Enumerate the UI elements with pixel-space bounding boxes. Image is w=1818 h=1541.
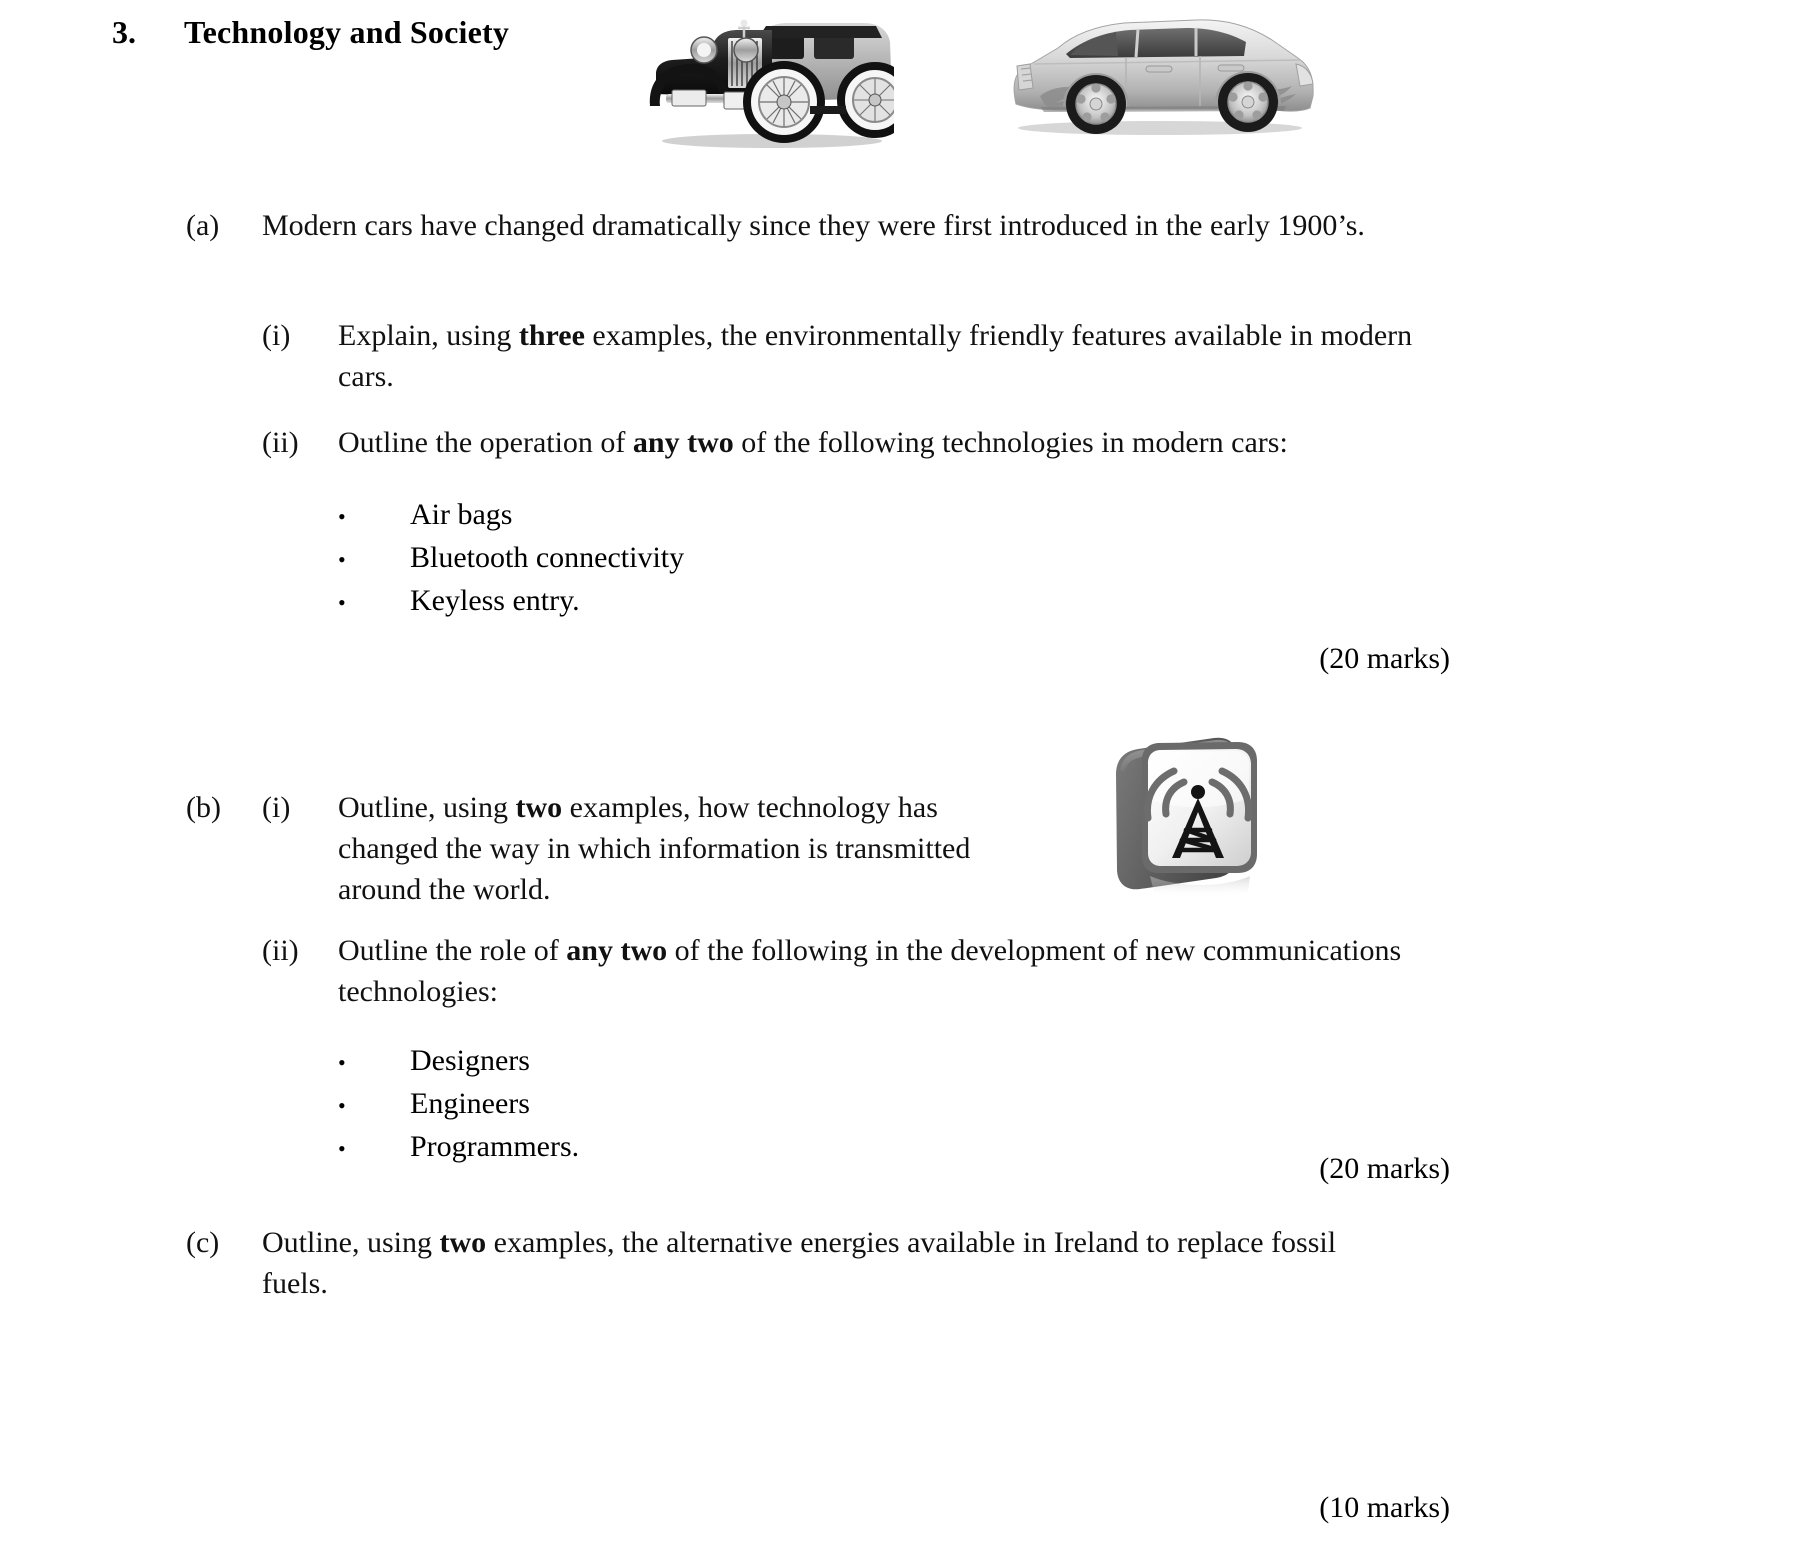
part-a-ii-text-post: of the following technologies in modern cars: bbox=[733, 426, 1288, 459]
list-item bbox=[338, 537, 684, 580]
list-item bbox=[338, 494, 684, 537]
part-a-i-label: (i) bbox=[262, 319, 291, 352]
part-b-label: (b) bbox=[186, 791, 221, 824]
bullet-icon: • bbox=[338, 504, 346, 529]
list-item bbox=[338, 580, 684, 623]
part-a-i-emphasis: three bbox=[518, 319, 585, 352]
part-a-ii-label: (ii) bbox=[262, 426, 299, 459]
part-b-ii-bullet-list bbox=[338, 1040, 579, 1169]
part-b-ii-emphasis: any two bbox=[566, 934, 668, 967]
part-a-marks: (20 marks) bbox=[1319, 642, 1450, 675]
part-a-ii-text-pre: Outline the operation of bbox=[338, 426, 633, 459]
list-item-label: Engineers bbox=[410, 1087, 530, 1120]
part-a-ii bbox=[262, 422, 1502, 463]
part-b-ii-text-pre: Outline the role of bbox=[338, 934, 567, 967]
part-c-text-post: examples, the alternative energies available in Ireland to replace fossil fuels. bbox=[262, 1226, 1337, 1300]
part-c-text-pre: Outline, using bbox=[262, 1226, 440, 1259]
list-item bbox=[338, 1040, 579, 1083]
part-a-i-text-post: examples, the environmentally friendly features available in modern cars. bbox=[338, 319, 1413, 393]
bullet-icon: • bbox=[338, 547, 346, 572]
part-c-marks: (10 marks) bbox=[1319, 1491, 1450, 1524]
list-item-label: Bluetooth connectivity bbox=[410, 541, 685, 574]
part-a-i bbox=[262, 315, 1474, 397]
list-item bbox=[338, 1083, 579, 1126]
transmitter-tower-icon bbox=[1098, 726, 1270, 904]
part-a-i-text-pre: Explain, using bbox=[338, 319, 519, 352]
part-b-ii-label: (ii) bbox=[262, 934, 299, 967]
part-b-i-text bbox=[338, 787, 986, 910]
part-a-ii-text bbox=[338, 422, 1502, 463]
part-b-i-label: (i) bbox=[262, 791, 291, 824]
part-b-ii-text-post: of the following in the development of new communications technologies: bbox=[338, 934, 1402, 1008]
list-item bbox=[338, 1126, 579, 1169]
modern-car-image bbox=[1000, 8, 1320, 138]
part-b-marks: (20 marks) bbox=[1319, 1152, 1450, 1185]
part-c bbox=[186, 1222, 1366, 1304]
page-title: Technology and Society bbox=[184, 14, 510, 50]
part-b-ii-text bbox=[338, 930, 1442, 1012]
part-c-label: (c) bbox=[186, 1226, 220, 1259]
bullet-icon: • bbox=[338, 1050, 346, 1075]
part-a-i-text bbox=[338, 315, 1474, 397]
part-b-ii bbox=[262, 930, 1442, 1012]
part-a-ii-emphasis: any two bbox=[632, 426, 734, 459]
part-b-i-emphasis: two bbox=[515, 791, 563, 824]
part-b-i-text-post: examples, how technology has changed the way in which information is transmitted around the world. bbox=[338, 791, 971, 906]
bullet-icon: • bbox=[338, 1093, 346, 1118]
vintage-car-image bbox=[632, 2, 894, 150]
part-c-emphasis: two bbox=[439, 1226, 487, 1259]
list-item-label: Keyless entry. bbox=[410, 584, 580, 617]
bullet-icon: • bbox=[338, 1136, 346, 1161]
list-item-label: Designers bbox=[410, 1044, 530, 1077]
list-item-label: Programmers. bbox=[410, 1130, 580, 1163]
question-header bbox=[112, 14, 509, 51]
list-item-label: Air bags bbox=[410, 498, 513, 531]
part-a-stem bbox=[186, 205, 1466, 246]
part-a-stem-text: Modern cars have changed dramatically since they were first introduced in the early 1900’s. bbox=[262, 209, 1365, 242]
question-number: 3. bbox=[112, 14, 136, 50]
bullet-icon: • bbox=[338, 590, 346, 615]
part-b-i-text-pre: Outline, using bbox=[338, 791, 516, 824]
part-a-label: (a) bbox=[186, 209, 220, 242]
part-c-text bbox=[262, 1222, 1366, 1304]
part-b-i bbox=[186, 787, 986, 910]
part-a-ii-bullet-list bbox=[338, 494, 684, 623]
